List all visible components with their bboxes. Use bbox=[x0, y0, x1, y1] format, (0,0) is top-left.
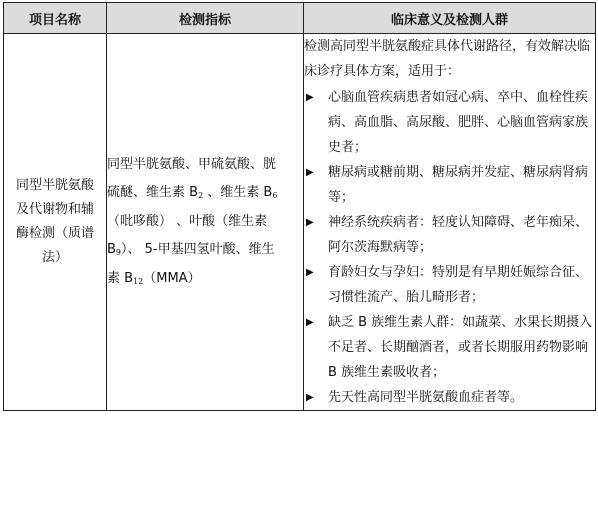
list-item-text: 心脑血管疾病患者如冠心病、卒中、血栓性疾病、高血脂、高尿酸、肥胖、心脑血管病家族史者； bbox=[328, 90, 589, 155]
table-row bbox=[4, 34, 596, 411]
indicators-text: B bbox=[107, 241, 116, 257]
clinical-list bbox=[304, 85, 595, 410]
item-name-line: 法） bbox=[41, 250, 68, 265]
triangle-bullet-icon: ▶ bbox=[306, 317, 314, 328]
indicators-text: 硫醚、维生素 B bbox=[107, 184, 199, 200]
header-item-name: 项目名称 bbox=[4, 3, 107, 34]
triangle-bullet-icon: ▶ bbox=[306, 92, 314, 103]
indicators-text: ）、 5-甲基四氢叶酸、维生 bbox=[121, 241, 275, 257]
indicators-line bbox=[107, 151, 303, 179]
vitamin-subscript: 6 bbox=[272, 190, 278, 200]
vitamin-subscript: 2 bbox=[198, 190, 204, 200]
list-item-text: 神经系统疾病者：轻度认知障碍、老年痴呆、阿尔茨海默病等； bbox=[328, 215, 589, 255]
indicators-line bbox=[107, 208, 303, 236]
item-name-cell bbox=[4, 34, 107, 411]
indicators-text: （吡哆酸） 、叶酸（维生素 bbox=[107, 213, 268, 229]
list-item-text: 先天性高同型半胱氨酸血症者等。 bbox=[328, 390, 524, 405]
list-item-text: 缺乏 B 族维生素人群：如蔬菜、水果长期摄入不足者、长期酗酒者，或者长期服用药物影响 B 族维生素吸收者； bbox=[328, 315, 593, 380]
item-name-line: 及代谢物和辅 bbox=[15, 202, 94, 217]
triangle-bullet-icon: ▶ bbox=[306, 267, 314, 278]
indicators-line bbox=[107, 236, 303, 265]
indicators-line bbox=[107, 265, 303, 294]
list-item-text: 糖尿病或糖前期、糖尿病并发症、糖尿病肾病等； bbox=[328, 165, 589, 205]
header-row bbox=[4, 3, 596, 34]
indicators-text: 素 B bbox=[107, 270, 134, 286]
item-name-line: 同型半胱氨酸 bbox=[15, 178, 94, 193]
test-table bbox=[3, 2, 596, 411]
list-item-text: 育龄妇女与孕妇：特别是有早期妊娠综合征、习惯性流产、胎儿畸形者； bbox=[328, 265, 589, 305]
list-item bbox=[304, 85, 595, 160]
vitamin-subscript: 9 bbox=[115, 247, 122, 257]
item-name-line: 酶检测（质谱 bbox=[15, 226, 94, 241]
indicators-text: 、维生素 B bbox=[203, 184, 273, 200]
indicators-line bbox=[107, 179, 303, 208]
triangle-bullet-icon: ▶ bbox=[306, 167, 314, 178]
list-item bbox=[304, 160, 595, 210]
list-item bbox=[304, 310, 595, 385]
clinical-intro: 检测高同型半胱氨酸症具体代谢路径，有效解决临床诊疗具体方案，适用于： bbox=[304, 39, 591, 79]
indicators-cell bbox=[107, 34, 304, 411]
list-item bbox=[304, 385, 595, 410]
list-item bbox=[304, 260, 595, 310]
indicators-text: 同型半胱氨酸、甲硫氨酸、胱 bbox=[107, 156, 277, 172]
clinical-cell bbox=[304, 34, 596, 411]
triangle-bullet-icon: ▶ bbox=[306, 217, 314, 228]
indicators-text: （MMA） bbox=[143, 270, 201, 286]
header-indicators: 检测指标 bbox=[107, 3, 304, 34]
triangle-bullet-icon: ▶ bbox=[306, 392, 314, 403]
vitamin-subscript: 12 bbox=[133, 276, 144, 286]
header-clinical: 临床意义及检测人群 bbox=[304, 3, 596, 34]
list-item bbox=[304, 210, 595, 260]
